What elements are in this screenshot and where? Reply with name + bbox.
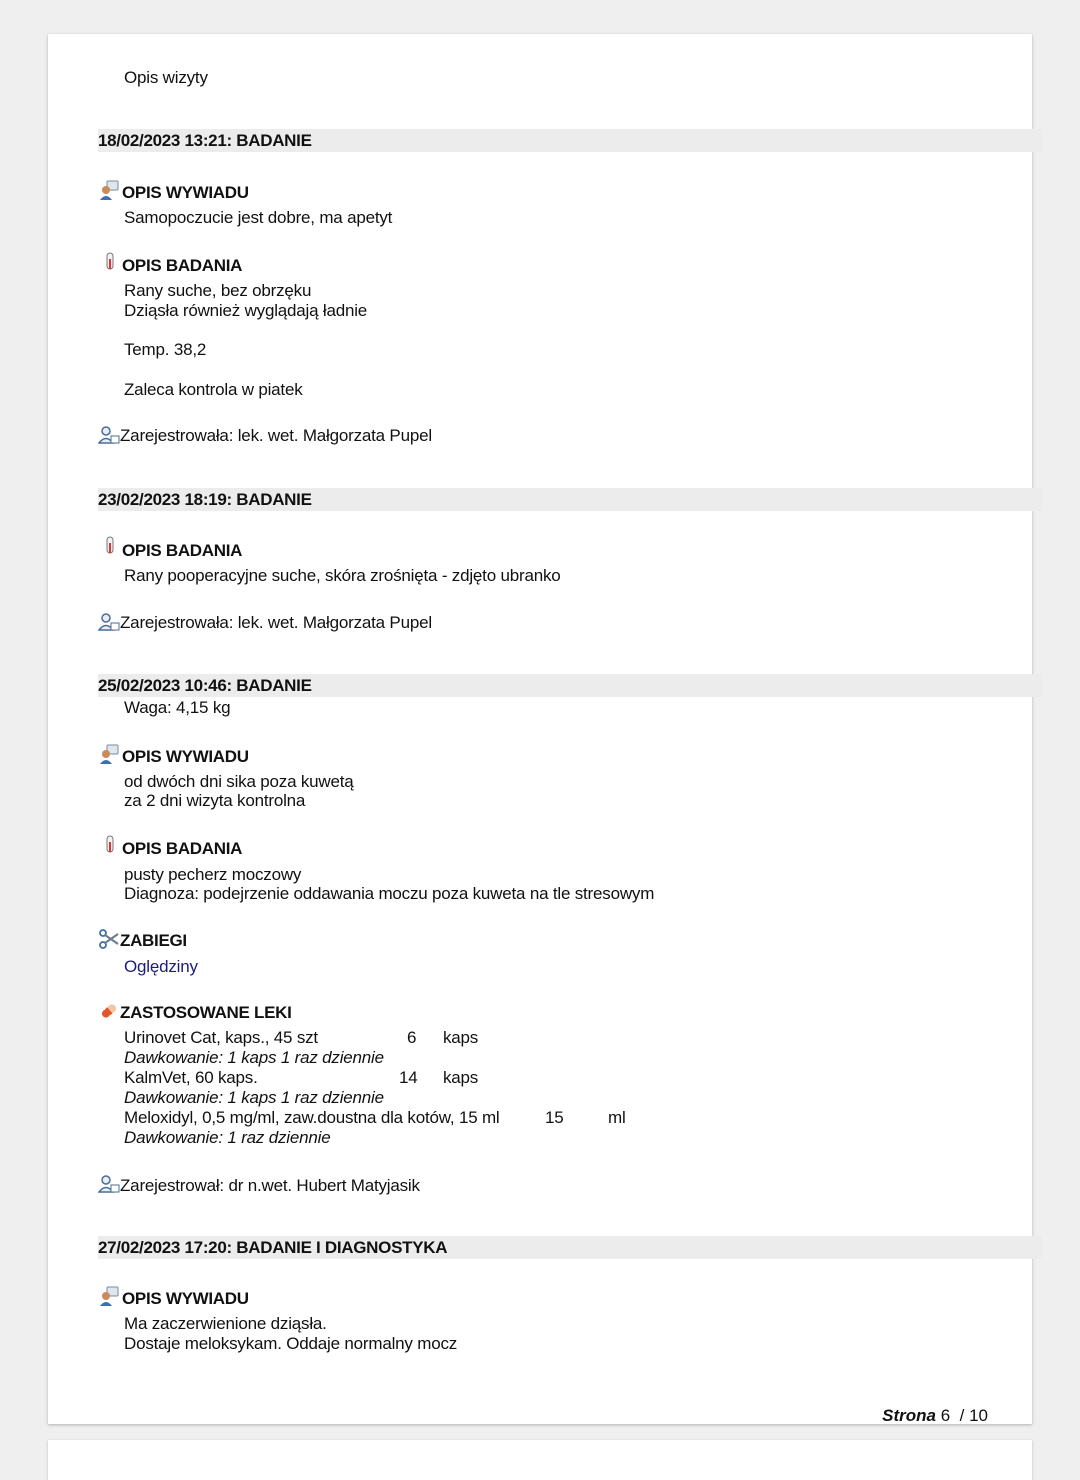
page-separator: / xyxy=(959,1406,965,1425)
examination-text: Temp. 38,2 xyxy=(124,340,207,359)
interview-text: za 2 dni wizyta kontrolna xyxy=(124,791,306,810)
procedures-title: ZABIEGI xyxy=(120,931,187,950)
interview-title: OPIS WYWIADU xyxy=(122,183,249,202)
interview-icon xyxy=(98,743,120,765)
visit-description-label: Opis wizyty xyxy=(124,68,208,87)
drug-quantity: 15 xyxy=(545,1108,564,1127)
current-page: 6 xyxy=(940,1406,951,1425)
interview-icon xyxy=(98,1285,120,1307)
registered-by: Zarejestrowała: lek. wet. Małgorzata Pupel xyxy=(120,426,432,445)
thermometer-icon xyxy=(100,536,122,558)
entry-date: 18/02/2023 13:21: BADANIE xyxy=(98,131,312,150)
examination-text: pusty pecherz moczowy xyxy=(124,865,302,884)
drug-quantity: 6 xyxy=(407,1028,417,1047)
procedure-item: Oględziny xyxy=(124,957,198,976)
interview-text: Ma zaczerwienione dziąsła. xyxy=(124,1314,327,1333)
drug-quantity: 14 xyxy=(399,1068,418,1087)
examination-text: Zaleca kontrola w piatek xyxy=(124,380,303,399)
entry-date-header xyxy=(98,674,1042,697)
entry-date-header xyxy=(98,129,1042,152)
page-label: Strona xyxy=(882,1406,936,1425)
drug-unit: kaps xyxy=(443,1068,479,1087)
drug-name: KalmVet, 60 kaps. xyxy=(124,1068,258,1087)
interview-text: Dostaje meloksykam. Oddaje normalny mocz xyxy=(124,1334,458,1353)
thermometer-icon xyxy=(100,252,122,274)
interview-icon xyxy=(98,179,120,201)
drug-name: Urinovet Cat, kaps., 45 szt xyxy=(124,1028,318,1047)
drug-unit: ml xyxy=(608,1108,626,1127)
document-page xyxy=(48,34,1032,1424)
weight-text: Waga: 4,15 kg xyxy=(124,698,231,717)
drug-unit: kaps xyxy=(443,1028,479,1047)
interview-title: OPIS WYWIADU xyxy=(122,1289,249,1308)
entry-date: 23/02/2023 18:19: BADANIE xyxy=(98,490,312,509)
examination-title: OPIS BADANIA xyxy=(122,541,243,560)
scissors-icon xyxy=(98,928,120,950)
drug-dosage: Dawkowanie: 1 kaps 1 raz dziennie xyxy=(124,1088,384,1107)
examination-text: Diagnoza: podejrzenie oddawania moczu poza kuweta na tle stresowym xyxy=(124,884,655,903)
entry-date: 25/02/2023 10:46: BADANIE xyxy=(98,676,312,695)
total-pages: 10 xyxy=(969,1406,988,1425)
examination-title: OPIS BADANIA xyxy=(122,256,243,275)
examination-text: Dziąsła również wyglądają ładnie xyxy=(124,301,368,320)
next-page-edge xyxy=(48,1440,1032,1480)
pill-icon xyxy=(98,1000,120,1022)
user-icon xyxy=(98,611,120,633)
drug-dosage: Dawkowanie: 1 raz dziennie xyxy=(124,1128,331,1147)
entry-date-header xyxy=(98,1236,1042,1259)
examination-text: Rany pooperacyjne suche, skóra zrośnięta - zdjęto ubranko xyxy=(124,566,561,585)
entry-date: 27/02/2023 17:20: BADANIE I DIAGNOSTYKA xyxy=(98,1238,448,1257)
user-icon xyxy=(98,424,120,446)
drug-name: Meloxidyl, 0,5 mg/ml, zaw.doustna dla kotów, 15 ml xyxy=(124,1108,500,1127)
entry-date-header xyxy=(98,488,1042,511)
interview-title: OPIS WYWIADU xyxy=(122,747,249,766)
examination-text: Rany suche, bez obrzęku xyxy=(124,281,312,300)
interview-text: Samopoczucie jest dobre, ma apetyt xyxy=(124,208,393,227)
drugs-title: ZASTOSOWANE LEKI xyxy=(120,1003,292,1022)
thermometer-icon xyxy=(100,835,122,857)
registered-by: Zarejestrował: dr n.wet. Hubert Matyjasik xyxy=(120,1176,420,1195)
drug-dosage: Dawkowanie: 1 kaps 1 raz dziennie xyxy=(124,1048,384,1067)
interview-text: od dwóch dni sika poza kuwetą xyxy=(124,772,354,791)
examination-title: OPIS BADANIA xyxy=(122,839,243,858)
page-number xyxy=(882,1406,988,1426)
user-icon xyxy=(98,1173,120,1195)
registered-by: Zarejestrowała: lek. wet. Małgorzata Pupel xyxy=(120,613,432,632)
